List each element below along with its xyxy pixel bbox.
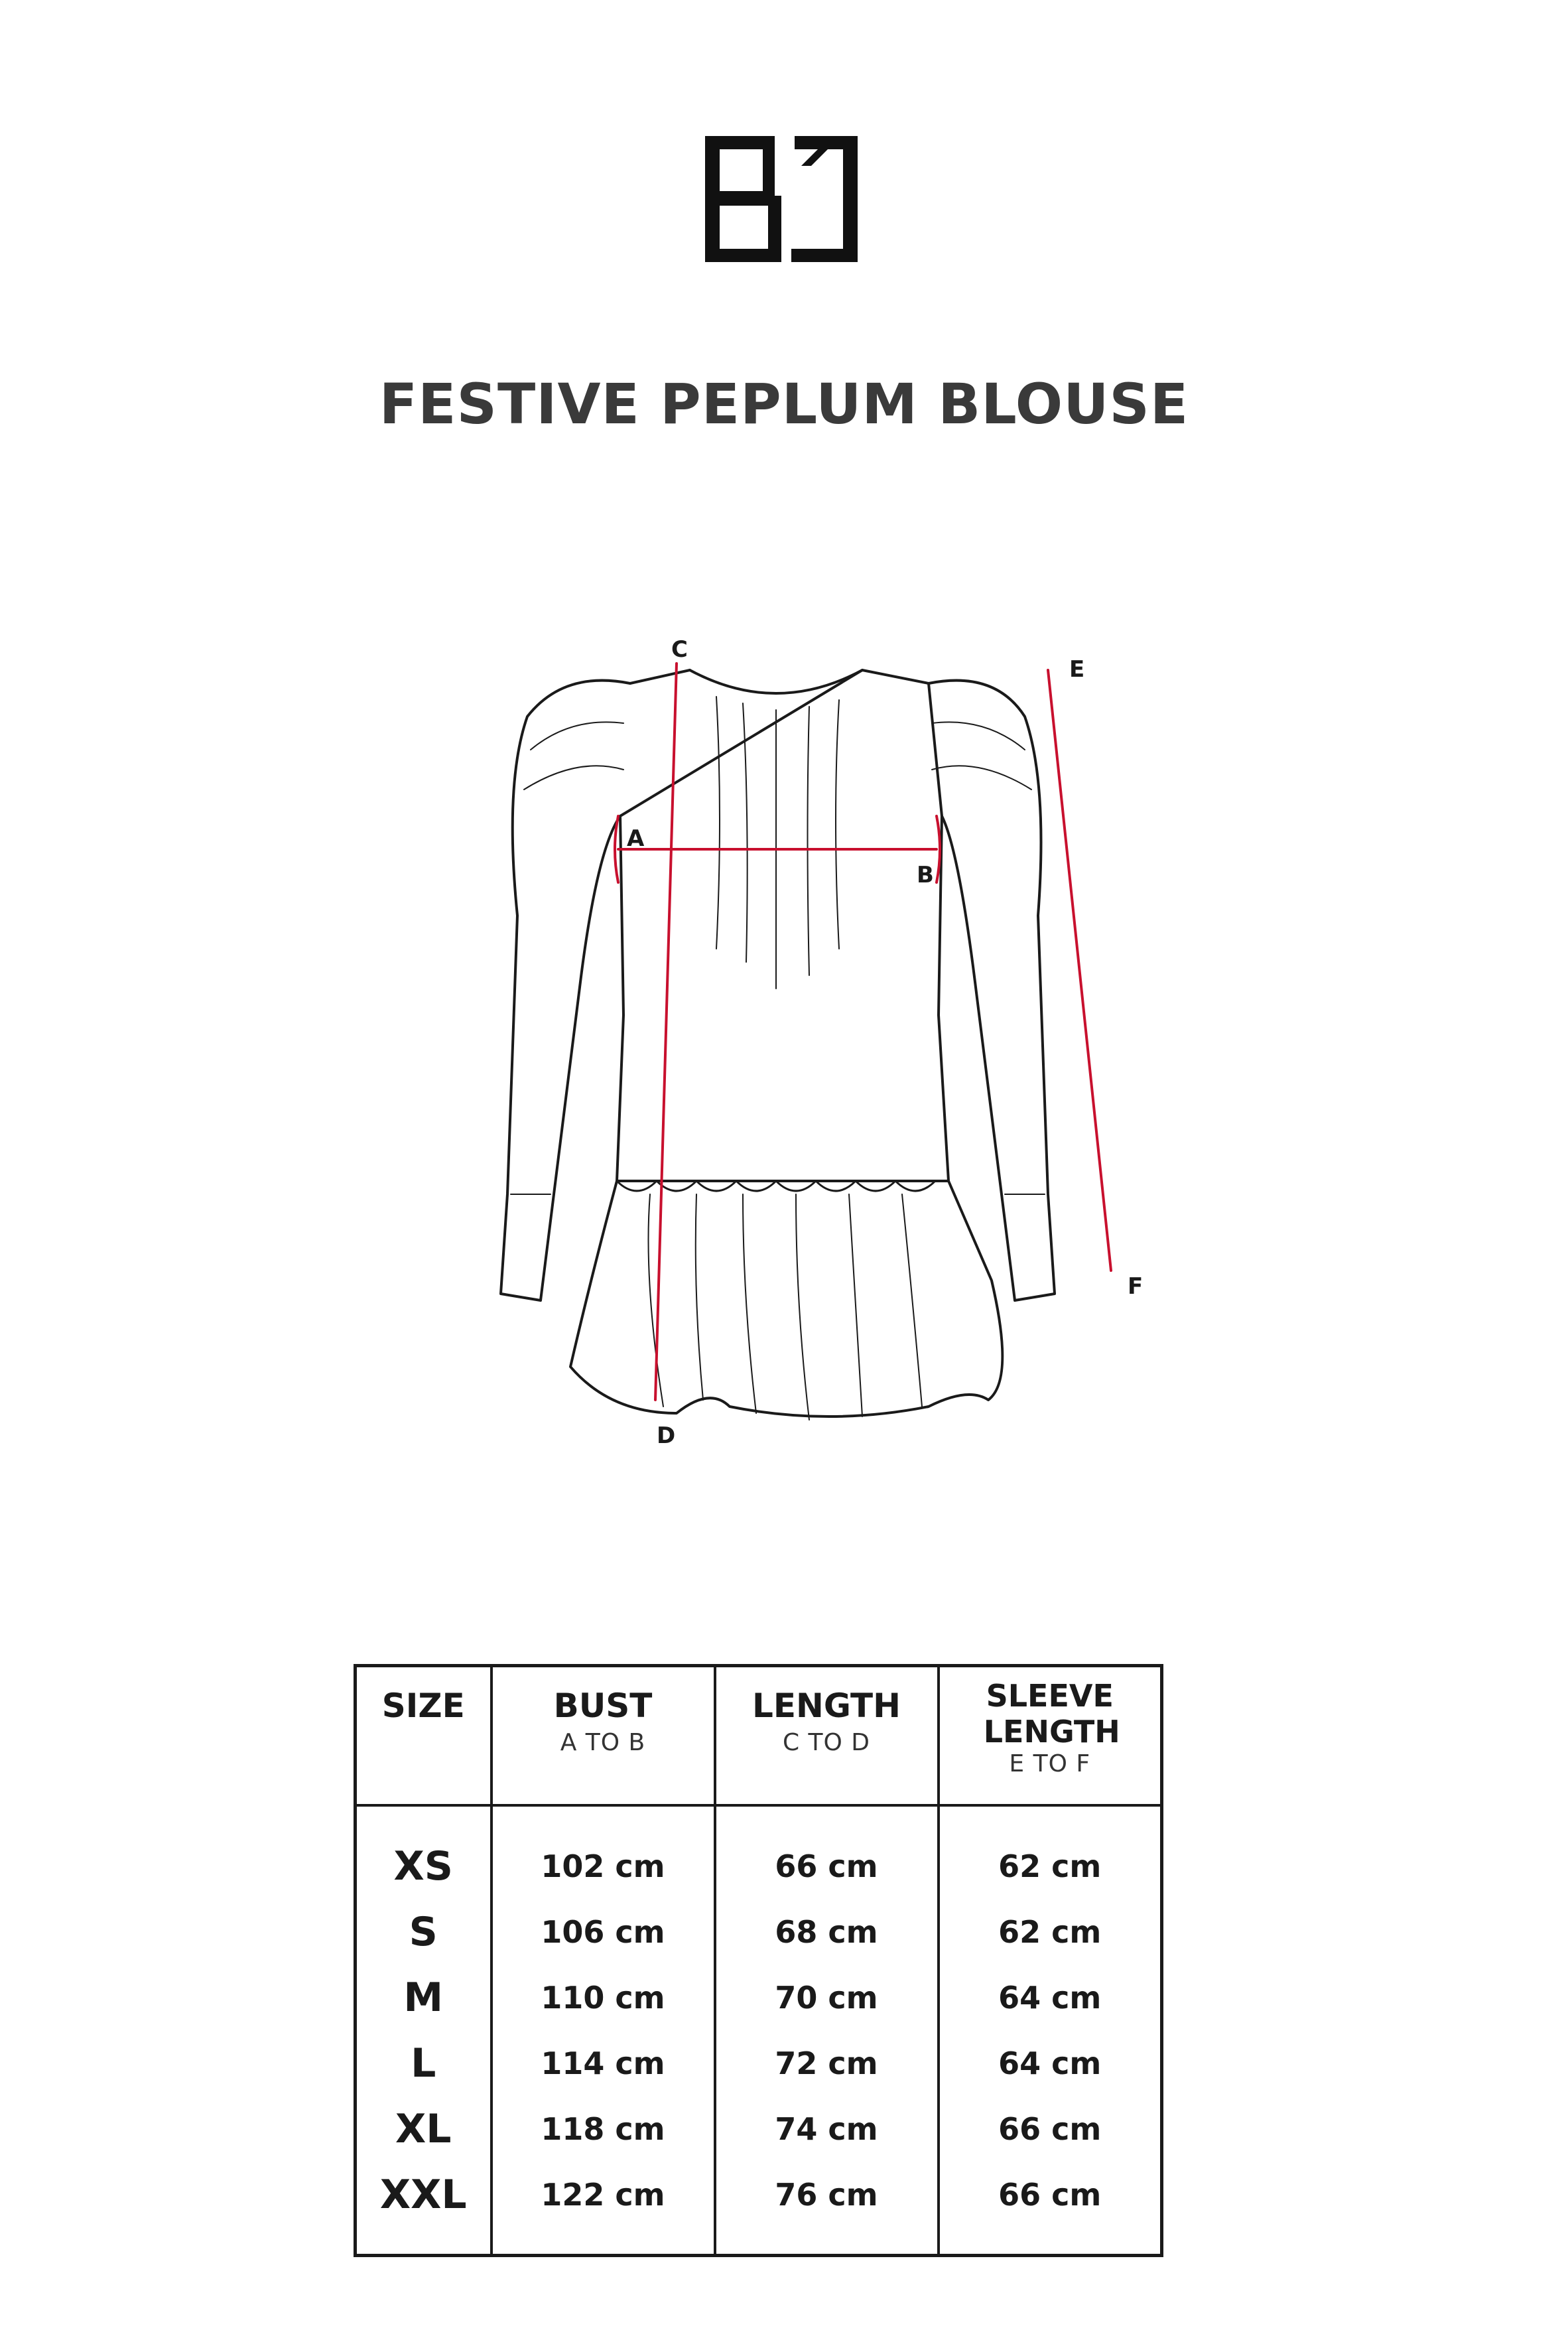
length-cell: 74 cm: [715, 2096, 939, 2162]
bust-cell: 110 cm: [491, 1965, 715, 2030]
label-a: A: [627, 825, 645, 852]
table-row: [356, 2162, 1162, 2256]
length-cell: 66 cm: [715, 1805, 939, 1899]
page-title: FESTIVE PEPLUM BLOUSE: [379, 372, 1189, 437]
right-sleeve: [929, 681, 1055, 1300]
bust-cell: 114 cm: [491, 2030, 715, 2096]
size-cell: XS: [356, 1805, 491, 1899]
table-row: [356, 2030, 1162, 2096]
table-header-row: [356, 1666, 1162, 1806]
neckline: [690, 670, 862, 693]
size-cell: XL: [356, 2096, 491, 2162]
label-d: D: [657, 1422, 676, 1449]
header-length-sub: C TO D: [782, 1729, 871, 1756]
size-cell: XXL: [356, 2162, 491, 2256]
size-cell: M: [356, 1965, 491, 2030]
bust-cell: 102 cm: [491, 1805, 715, 1899]
logo-letter-j: [791, 136, 858, 262]
brand-logo: [702, 133, 861, 265]
length-cell: 72 cm: [715, 2030, 939, 2096]
sleeve-cell: 66 cm: [939, 2096, 1162, 2162]
size-table: [354, 1664, 1163, 2257]
blouse-sketch: [464, 617, 1194, 1466]
sleeve-cell: 64 cm: [939, 1965, 1162, 2030]
logo-letter-b: [705, 136, 781, 262]
label-c: C: [671, 636, 688, 663]
table-row: [356, 2096, 1162, 2162]
table-row: [356, 1899, 1162, 1965]
header-sleeve-length: SLEEVE LENGTH E TO F: [939, 1666, 1162, 1806]
bust-cell: 118 cm: [491, 2096, 715, 2162]
sleeve-cell: 62 cm: [939, 1899, 1162, 1965]
label-e: E: [1069, 656, 1085, 683]
header-size: SIZE: [356, 1666, 491, 1806]
length-measure-line: [655, 663, 677, 1400]
size-cell: L: [356, 2030, 491, 2096]
size-cell: S: [356, 1899, 491, 1965]
label-f: F: [1128, 1273, 1143, 1300]
bust-cell: 106 cm: [491, 1899, 715, 1965]
table-row: [356, 1805, 1162, 1899]
bodice-outline: [617, 670, 948, 1181]
label-b: B: [917, 862, 934, 888]
header-bust-sub: A TO B: [560, 1729, 646, 1756]
length-cell: 70 cm: [715, 1965, 939, 2030]
sleeve-cell: 62 cm: [939, 1805, 1162, 1899]
size-chart: [354, 1664, 1161, 2246]
peplum-outline: [570, 1181, 1002, 1417]
sleeve-cell: 64 cm: [939, 2030, 1162, 2096]
table-row: [356, 1965, 1162, 2030]
length-cell: 76 cm: [715, 2162, 939, 2256]
sleeve-cell: 66 cm: [939, 2162, 1162, 2256]
header-bust: BUST A TO B: [491, 1666, 715, 1806]
header-sleeve-sub: E TO F: [1009, 1750, 1091, 1777]
sleeve-measure-line: [1048, 670, 1111, 1271]
length-cell: 68 cm: [715, 1899, 939, 1965]
header-length: LENGTH C TO D: [715, 1666, 939, 1806]
bust-cell: 122 cm: [491, 2162, 715, 2256]
